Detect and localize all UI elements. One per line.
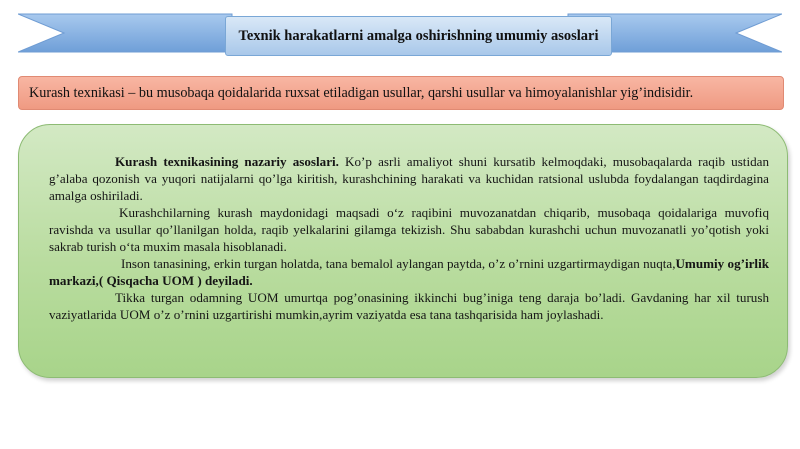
paragraph-1 — [49, 153, 769, 204]
paragraph-3-text: Inson tanasining, erkin turgan holatda, tana bemalol aylangan paytda, o’z o’rnini uzgartirmaydigan nuqta, — [121, 256, 676, 271]
content-panel — [18, 124, 788, 378]
paragraph-3-term: Umumiy og’irlik markazi,( Qisqacha UOM ) deyiladi. — [49, 256, 769, 288]
paragraph-2 — [49, 204, 769, 255]
definition-text: Kurash texnikasi – bu musobaqa qoidalarida ruxsat etiladigan usullar, qarshi usullar va himoyalanishlar yig’indisidir. — [29, 84, 694, 101]
paragraph-1-text: Ko’p asrli amaliyot shuni kursatib kelmoqdaki, musobaqalarda raqib ustidan g’alaba qozonish va yuqori natijalarni qo’lga kiritish, kurashchining harakati va kuchidan ratsional uslubda foydalangan taqdirdagina amalga oshiriladi. — [49, 154, 769, 203]
page-title: Texnik harakatlarni amalga oshirishning umumiy asoslari — [225, 16, 612, 56]
paragraph-4 — [49, 289, 769, 323]
paragraph-3 — [49, 255, 769, 289]
paragraph-1-heading: Kurash texnikasining nazariy asoslari. — [115, 154, 339, 169]
paragraph-4-text: Tikka turgan odamning UOM umurtqa pog’onasining ikkinchi bug’iniga teng daraja bo’ladi. Gavdaning har xil turush vaziyatlarida UOM o’z o’rnini uzgartirishi mumkin,ayrim vaziyatda esa tana tashqarisida ham joylashadi. — [49, 290, 769, 322]
title-ribbon — [18, 10, 782, 56]
definition-banner — [18, 76, 784, 110]
paragraph-2-text: Kurashchilarning kurash maydonidagi maqsadi o‘z raqibini muvozanatdan chiqarib, musobaqa qoidalariga muvofiq ravishda va usullar qo’llanilgan holda, raqib yelkalarini gilamga tekizish. Shu sababdan kurashchi uchun muvozanatli yo’qotish yoki sakrab turish o‘ta muxim masala hisoblanadi. — [49, 205, 769, 254]
